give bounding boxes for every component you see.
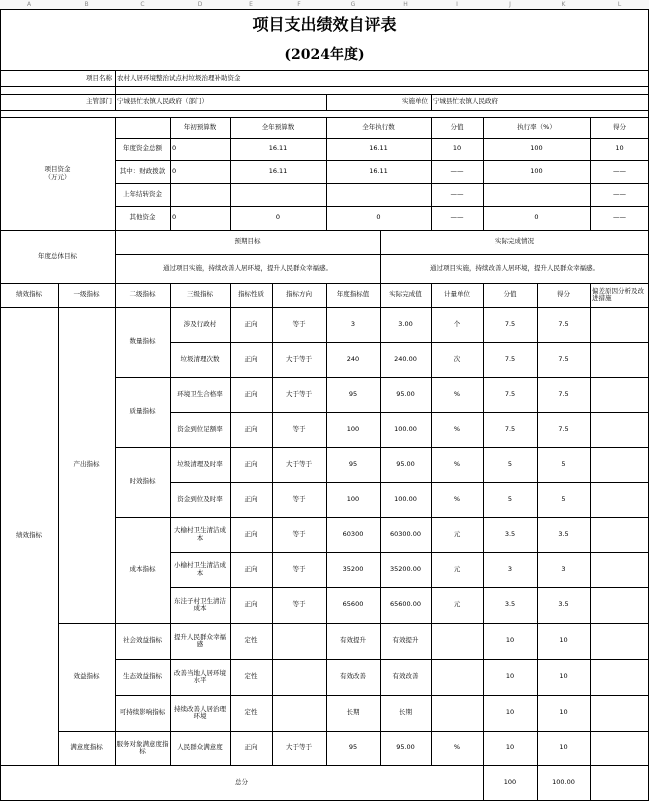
- indicator-score: 3.5: [558, 529, 569, 538]
- grid-line: [0, 70, 649, 71]
- indicator-direction: 等于: [292, 600, 306, 609]
- indicator-header: 二级指标: [129, 290, 156, 299]
- indicator-nature: 正向: [244, 389, 258, 398]
- column-letter[interactable]: G: [350, 1, 356, 8]
- indicator-target: 有效提升: [340, 636, 366, 645]
- indicator-unit: 个: [453, 319, 461, 328]
- indicator-nature: 正向: [244, 354, 258, 363]
- funds-cell: ——: [450, 213, 464, 222]
- funds-row-label: 其中：财政拨款: [119, 166, 166, 175]
- indicator-direction: [272, 659, 326, 695]
- indicator-nature: 正向: [244, 459, 258, 468]
- project-name-label: 项目名称: [86, 74, 112, 83]
- goals-expected-label: 预期目标: [234, 237, 261, 246]
- indicator-actual: 100.00: [394, 494, 417, 503]
- indicator-score_val: 3.5: [504, 600, 516, 609]
- indicator-actual: 35200.00: [389, 564, 421, 573]
- funds-cell: [483, 183, 590, 206]
- indicator-direction: 等于: [292, 424, 306, 433]
- indicator-name: 小榆村卫生清洁成本: [174, 561, 226, 577]
- funds-header: 全年执行数: [362, 122, 395, 131]
- level2-quantity: 数量指标: [129, 337, 156, 346]
- total-score: 100.00: [552, 777, 575, 786]
- funds-header: 分值: [450, 122, 464, 131]
- indicator-actual: 95.00: [396, 459, 415, 468]
- indicator-target: 35200: [342, 564, 364, 573]
- column-letter[interactable]: H: [403, 1, 408, 8]
- funds-row-label: 其他资金: [129, 213, 156, 222]
- indicator-unit: %: [453, 459, 461, 468]
- funds-cell: 0: [172, 166, 177, 175]
- indicator-name: 改善当地人居环境水平: [174, 668, 226, 684]
- indicator-header: 年度指标值: [336, 290, 370, 299]
- indicator-score_val: 10: [505, 672, 515, 681]
- perf-label: 绩效指标: [16, 531, 42, 540]
- indicator-nature: 定性: [244, 672, 258, 681]
- form-title: 项目支出绩效自评表: [252, 14, 397, 34]
- indicator-name: 环境卫生合格率: [177, 389, 223, 398]
- indicator-actual: 长期: [399, 708, 412, 717]
- funds-cell: 100: [530, 166, 543, 175]
- indicator-actual: 240.00: [394, 354, 417, 363]
- level1-satisfaction: 满意度指标: [70, 743, 103, 752]
- indicator-direction: 等于: [292, 564, 306, 573]
- funds-cell: ——: [613, 213, 626, 222]
- funds-cell: ——: [613, 166, 626, 175]
- level2-cost: 成本指标: [129, 565, 156, 574]
- indicator-score_val: 3: [507, 564, 513, 573]
- grid-line: [0, 86, 649, 87]
- goals-expected-text: 通过项目实施，持续改善人居环境，提升人民群众幸福感。: [163, 263, 332, 272]
- indicator-name: 大榆村卫生清洁成本: [174, 526, 226, 542]
- total-score-value: 100: [503, 777, 517, 786]
- indicator-direction: 等于: [292, 494, 306, 503]
- indicator-score: 10: [559, 636, 568, 645]
- indicator-score_val: 7.5: [504, 319, 516, 328]
- indicator-direction: 等于: [292, 529, 306, 538]
- funds-header: 得分: [613, 122, 626, 131]
- column-letter[interactable]: A: [26, 1, 32, 8]
- indicator-target: 有效改善: [340, 672, 366, 681]
- indicator-nature: 正向: [244, 319, 258, 328]
- funds-cell: [230, 183, 326, 206]
- funds-cell: 0: [534, 213, 539, 222]
- funds-cell: 16.11: [369, 144, 388, 153]
- indicator-name: 涉及行政村: [183, 319, 217, 328]
- funds-cell: 0: [275, 213, 281, 222]
- column-letter[interactable]: E: [249, 1, 253, 8]
- indicator-actual: 95.00: [396, 743, 415, 752]
- indicator-target: 100: [346, 494, 360, 503]
- indicator-score_val: 5: [507, 494, 513, 503]
- indicator-actual: 3.00: [398, 319, 413, 328]
- indicator-unit: [431, 623, 483, 659]
- indicator-score_val: 7.5: [504, 424, 516, 433]
- indicator-nature: 定性: [244, 636, 258, 645]
- column-letter[interactable]: I: [456, 1, 458, 8]
- indicator-actual: 有效提升: [392, 636, 419, 645]
- level1-benefit: 效益指标: [73, 672, 100, 681]
- indicator-target: 100: [346, 424, 360, 433]
- indicator-score: 7.5: [558, 354, 569, 363]
- column-letter[interactable]: F: [297, 1, 301, 8]
- goals-actual-text: 通过项目实施，持续改善人居环境，提升人民群众幸福感。: [430, 263, 599, 272]
- column-letter[interactable]: D: [197, 1, 203, 8]
- project-name-value: 农村人居环境整治试点村垃圾治理补助资金: [117, 74, 241, 83]
- level2-ecological: 生态效益指标: [123, 672, 162, 681]
- funds-cell: 0: [376, 213, 381, 222]
- indicator-name: 提升人民群众幸福感: [174, 632, 226, 648]
- indicator-score_val: 7.5: [504, 354, 516, 363]
- indicator-name: 人民群众满意度: [177, 743, 223, 752]
- funds-cell: ——: [450, 166, 464, 175]
- indicator-name: 资金到位足额率: [177, 424, 223, 433]
- indicator-nature: 正向: [244, 529, 258, 538]
- funds-cell: [170, 183, 230, 206]
- indicator-header: 指标方向: [286, 290, 312, 299]
- indicator-header: 分值: [503, 290, 517, 299]
- funds-cell: 10: [452, 144, 462, 153]
- indicator-score_val: 10: [505, 636, 515, 645]
- indicator-direction: 大于等于: [286, 459, 312, 468]
- level2-timeliness: 时效指标: [129, 477, 156, 486]
- indicator-score: 7.5: [558, 389, 569, 398]
- dept-label: 主管部门: [86, 97, 112, 106]
- indicator-score: 3: [561, 564, 566, 573]
- indicator-header: 指标性质: [238, 290, 264, 299]
- indicator-score: 10: [559, 672, 568, 681]
- funds-cell: 16.11: [268, 166, 288, 175]
- indicator-score_val: 10: [505, 743, 515, 752]
- column-letter[interactable]: B: [84, 1, 89, 8]
- funds-cell: ——: [450, 189, 464, 198]
- indicator-score_val: 7.5: [504, 389, 516, 398]
- column-letter[interactable]: J: [509, 1, 511, 8]
- dept-value: 宁城县忙农镇人民政府（部门）: [117, 97, 208, 106]
- indicator-nature: 正向: [244, 494, 258, 503]
- indicator-target: 95: [348, 389, 358, 398]
- indicator-unit: 元: [453, 600, 461, 609]
- column-letter[interactable]: L: [617, 1, 622, 8]
- level2-social: 社会效益指标: [123, 636, 162, 645]
- indicator-nature: 定性: [244, 708, 258, 717]
- indicator-target: 65600: [342, 600, 364, 609]
- indicator-target: 95: [348, 743, 358, 752]
- funds-cell: 0: [172, 144, 177, 153]
- indicator-score: 7.5: [558, 424, 569, 433]
- indicator-header: 得分: [557, 290, 570, 299]
- level1-output: 产出指标: [73, 460, 100, 469]
- indicator-score: 5: [561, 494, 566, 503]
- grid-line: [0, 110, 649, 111]
- indicator-unit: 元: [453, 529, 461, 538]
- funds-cell: ——: [613, 189, 626, 198]
- indicator-direction: 大于等于: [286, 354, 312, 363]
- indicator-actual: 65600.00: [389, 600, 421, 609]
- indicator-score: 3.5: [558, 600, 569, 609]
- indicator-actual: 95.00: [396, 389, 415, 398]
- indicator-target: 3: [350, 319, 356, 328]
- indicator-unit: [431, 659, 483, 695]
- indicator-target: 240: [346, 354, 360, 363]
- level2-service: 服务对象满意度指标: [116, 739, 169, 755]
- funds-row-label: 年度资金总额: [123, 144, 162, 153]
- indicator-score: 10: [559, 743, 568, 752]
- indicator-score: 7.5: [558, 319, 569, 328]
- indicator-header: 计量单位: [444, 290, 470, 299]
- total-label: 总分: [235, 777, 248, 786]
- goals-actual-label: 实际完成情况: [495, 237, 534, 246]
- goals-label: 年度总体目标: [38, 251, 77, 260]
- impl-value: 宁城县忙农镇人民政府: [433, 97, 498, 106]
- indicator-unit: %: [453, 424, 461, 433]
- indicator-score_val: 3.5: [504, 529, 516, 538]
- indicator-direction: 大于等于: [286, 743, 312, 752]
- indicator-nature: 正向: [244, 564, 258, 573]
- indicator-target: 60300: [342, 529, 364, 538]
- funds-cell: 16.11: [268, 144, 288, 153]
- indicator-name: 垃圾清理次数: [180, 354, 220, 363]
- column-letter[interactable]: K: [561, 1, 566, 8]
- grid-line: [0, 800, 649, 801]
- indicator-header: 一级指标: [73, 290, 100, 299]
- indicator-name: 持续改善人居治理环境: [174, 704, 226, 720]
- funds-cell: [326, 183, 431, 206]
- column-letter[interactable]: C: [140, 1, 145, 8]
- indicator-nature: 正向: [244, 743, 258, 752]
- indicator-nature: 正向: [244, 600, 258, 609]
- indicator-actual: 100.00: [394, 424, 417, 433]
- indicator-direction: 大于等于: [286, 389, 312, 398]
- indicator-direction: 等于: [292, 319, 306, 328]
- grid-line: [590, 283, 591, 766]
- indicator-header: 实际完成值: [389, 290, 422, 299]
- level2-quality: 质量指标: [129, 407, 156, 416]
- indicator-nature: 正向: [244, 424, 258, 433]
- indicator-header: 偏差原因分析及改进措施: [592, 286, 644, 302]
- indicator-unit: [431, 695, 483, 731]
- form-subtitle: (2024年度): [284, 46, 365, 63]
- funds-cell: 10: [615, 144, 624, 153]
- funds-header: 执行率（%）: [517, 122, 556, 131]
- indicator-target: 95: [348, 459, 358, 468]
- grid-line: [590, 765, 591, 801]
- impl-label: 实施单位: [402, 97, 428, 106]
- funds-row-label: 上年结转资金: [123, 189, 162, 198]
- indicator-score: 5: [561, 459, 566, 468]
- indicator-header: 绩效指标: [16, 290, 42, 299]
- indicator-name: 东洼子村卫生清洁成本: [174, 596, 226, 612]
- indicator-direction: [272, 695, 326, 731]
- indicator-header: 三级指标: [187, 290, 213, 299]
- indicator-name: 资金到位及时率: [177, 494, 223, 503]
- indicator-direction: [272, 623, 326, 659]
- funds-section-label: 项目资金 （万元）: [44, 165, 71, 181]
- indicator-score_val: 5: [507, 459, 513, 468]
- level2-sustainable: 可持续影响指标: [119, 708, 166, 717]
- indicator-unit: 元: [453, 564, 461, 573]
- indicator-score: 10: [559, 708, 568, 717]
- indicator-unit: %: [453, 389, 461, 398]
- indicator-score_val: 10: [505, 708, 515, 717]
- indicator-unit: 次: [453, 354, 461, 363]
- indicator-actual: 60300.00: [389, 529, 421, 538]
- funds-cell: 0: [172, 213, 177, 222]
- indicator-actual: 有效改善: [392, 672, 419, 681]
- funds-header: 年初预算数: [183, 122, 217, 131]
- funds-header: 全年预算数: [261, 122, 295, 131]
- funds-cell: 100: [530, 144, 543, 153]
- indicator-unit: %: [453, 743, 461, 752]
- indicator-unit: %: [453, 494, 461, 503]
- indicator-name: 垃圾清理及时率: [177, 459, 223, 468]
- funds-cell: 16.11: [369, 166, 388, 175]
- indicator-target: 长期: [346, 708, 360, 717]
